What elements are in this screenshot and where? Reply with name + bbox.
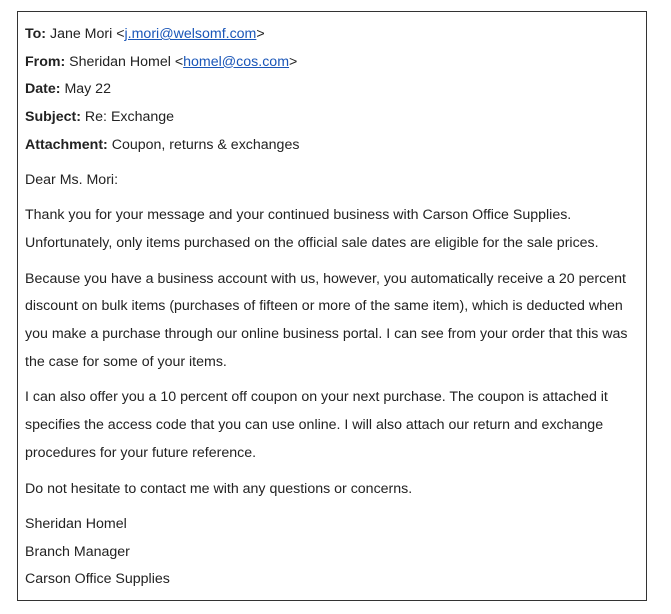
subject-value: Re: Exchange	[84, 109, 175, 126]
email-document	[17, 11, 647, 601]
to-label: To:	[25, 26, 47, 42]
signature-name: Sheridan Homel	[25, 516, 127, 533]
date-line	[25, 76, 639, 104]
from-label: From:	[25, 53, 66, 70]
to-name: Jane Mori	[49, 26, 113, 42]
from-email-link[interactable]: homel@cos.com	[183, 53, 290, 70]
attachment-value: Coupon, returns & exchanges	[111, 136, 300, 153]
subject-label: Subject:	[25, 109, 81, 126]
attachment-line	[25, 132, 639, 160]
body-paragraph-1: Thank you for your message and your continued business with Carson Office Supplies. Unfortunately, only items purchased on the official sale dates are eligible for the sale prices.	[25, 207, 599, 251]
to-line: To: Jane Mori <j.mori@welsomf.com>	[25, 26, 265, 42]
date-label: Date:	[25, 81, 61, 98]
salutation: Dear Ms. Mori:	[25, 171, 119, 188]
signature-block	[25, 511, 639, 594]
signature-company: Carson Office Supplies	[25, 571, 170, 588]
date-value: May 22	[64, 81, 111, 98]
body-paragraph-2: Because you have a business account with us, however, you automatically receive a 20 percent discount on bulk items (purchases of fifteen or more of the same item), which is deducted when you make a purchase through our online business portal. I can see from your order that this was the case for some of your items.	[25, 270, 628, 370]
to-email-link[interactable]: j.mori@welsomf.com	[124, 26, 257, 42]
attachment-label: Attachment:	[25, 136, 108, 153]
from-line: From: Sheridan Homel <homel@cos.com>	[25, 53, 298, 70]
subject-line	[25, 104, 639, 132]
body-paragraph-3: I can also offer you a 10 percent off coupon on your next purchase. The coupon is attached it specifies the access code that you can use online. I will also attach our return and exchange procedures for your future reference.	[25, 389, 608, 461]
from-name: Sheridan Homel	[69, 53, 171, 70]
body-paragraph-4: Do not hesitate to contact me with any questions or concerns.	[25, 480, 413, 497]
signature-title: Branch Manager	[25, 543, 130, 560]
